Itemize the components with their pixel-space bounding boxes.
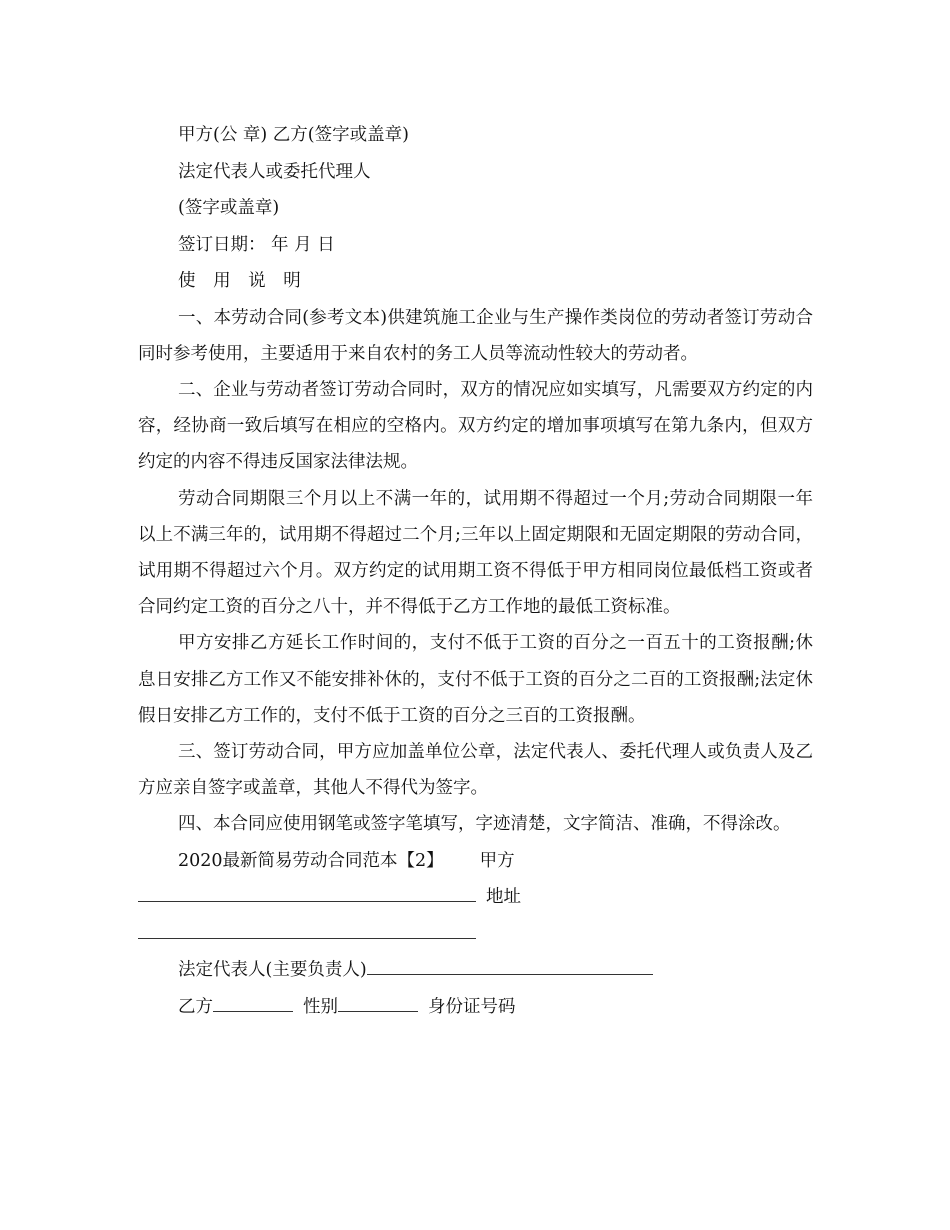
instruction-paragraph-3: 劳动合同期限三个月以上不满一年的，试用期不得超过一个月;劳动合同期限一年以上不满三年的，试用期不得超过二个月;三年以上固定期限和无固定期限的劳动合同，试用期不得超过六个月。双方约定的试用期工资不得低于甲方相同岗位最低档工资或者合同约定工资的百分之八十，并不得低于乙方工作地的最低工资标准。 <box>138 488 813 618</box>
legal-rep-blank[interactable] <box>367 952 653 975</box>
party-b-label: 乙方 <box>178 996 213 1017</box>
address-field-line <box>138 916 813 953</box>
party-b-field-line <box>138 989 813 1026</box>
instructions-title: 使 用 说 明 <box>178 271 307 291</box>
instruction-paragraph-6: 四、本合同应使用钢笔或签字笔填写，字迹清楚，文字简洁、准确，不得涂改。 <box>178 814 791 835</box>
instruction-paragraph-1: 一、本劳动合同(参考文本)供建筑施工企业与生产操作类岗位的劳动者签订劳动合同时参考使用，主要适用于来自农村的务工人员等流动性较大的劳动者。 <box>138 307 813 364</box>
legal-rep-field-line <box>138 952 813 989</box>
party-b-blank[interactable] <box>213 989 293 1012</box>
party-a-label: 甲方 <box>479 850 515 871</box>
gender-label: 性别 <box>303 996 338 1017</box>
legal-rep-main-label: 法定代表人(主要负责人) <box>178 960 367 981</box>
party-a-blank[interactable] <box>138 879 476 902</box>
id-number-label: 身份证号码 <box>428 996 516 1017</box>
legal-representative-line: 法定代表人或委托代理人 <box>178 161 371 182</box>
address-label: 地址 <box>486 887 521 908</box>
signature-parties-line: 甲方(公 章) 乙方(签字或盖章) <box>178 125 409 145</box>
sign-or-seal-line: (签字或盖章) <box>178 198 280 218</box>
party-a-field-line <box>138 879 813 916</box>
instruction-paragraph-4: 甲方安排乙方延长工作时间的，支付不低于工资的百分之一百五十的工资报酬;休息日安排乙方工作又不能安排补休的，支付不低于工资的百分之二百的工资报酬;法定休假日安排乙方工作的，支付不低于工资的百分之三百的工资报酬。 <box>138 633 813 726</box>
gender-blank[interactable] <box>338 989 418 1012</box>
sign-date-line: 签订日期： 年 月 日 <box>178 234 335 255</box>
instruction-paragraph-2: 二、企业与劳动者签订劳动合同时，双方的情况应如实填写，凡需要双方约定的内容，经协商一致后填写在相应的空格内。双方约定的增加事项填写在第九条内，但双方约定的内容不得违反国家法律法规。 <box>138 379 813 473</box>
contract-heading-line <box>138 843 813 880</box>
instruction-paragraph-5: 三、签订劳动合同，甲方应加盖单位公章，法定代表人、委托代理人或负责人及乙方应亲自签字或盖章，其他人不得代为签字。 <box>138 741 813 799</box>
contract-heading: 2020最新简易劳动合同范本【2】 <box>178 850 444 871</box>
document-body <box>138 117 813 1025</box>
address-blank[interactable] <box>138 916 476 939</box>
